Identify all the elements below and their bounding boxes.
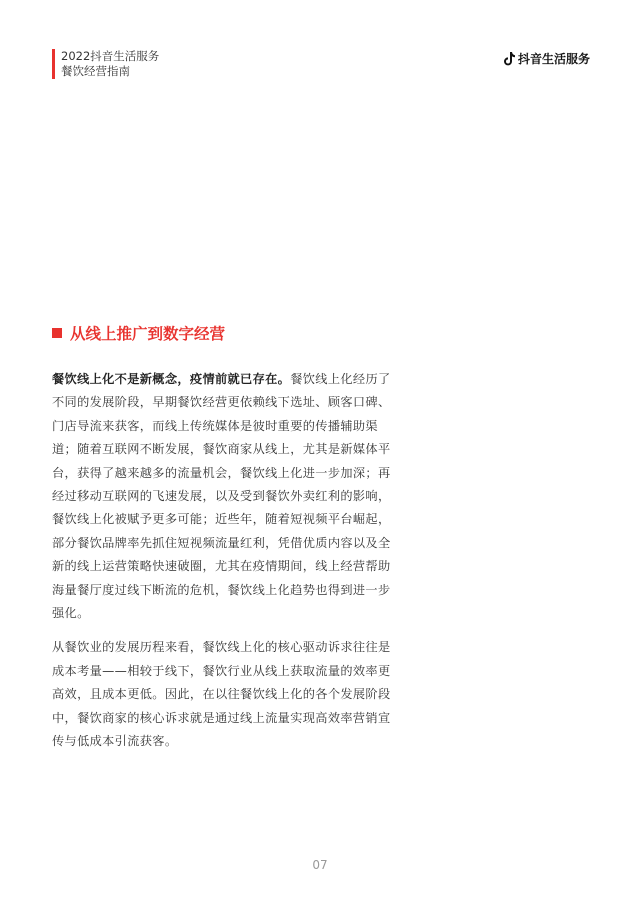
- text-line: 门店导流来获客，而线上传统媒体是彼时重要的传播辅助渠: [52, 418, 378, 433]
- douyin-note-icon: [503, 52, 515, 66]
- text-line: [52, 368, 391, 391]
- report-title-line2: 餐饮经营指南: [61, 64, 130, 78]
- text-line-segment: 餐饮线上化经历了: [290, 372, 391, 386]
- brand-name: 抖音生活服务: [517, 52, 590, 66]
- text-line: 成本考量——相较于线下，餐饮行业从线上获取流量的效率更: [52, 663, 391, 678]
- lead-sentence: 餐饮线上化不是新概念，疫情前就已存在。: [52, 372, 291, 386]
- text-line: 海量餐厅度过线下断流的危机，餐饮线上化趋势也得到进一步: [52, 582, 391, 597]
- text-line: 经过移动互联网的飞速发展，以及受到餐饮外卖红利的影响，: [52, 489, 391, 504]
- text-line: 道；随着互联网不断发展，餐饮商家从线上，尤其是新媒体平: [52, 442, 391, 457]
- report-header: [52, 49, 159, 79]
- square-bullet-icon: [52, 328, 62, 338]
- text-line: 新的线上运营策略快速破圈，尤其在疫情期间，线上经营帮助: [52, 559, 391, 574]
- section-heading: [52, 322, 225, 344]
- page-number: 07: [312, 858, 328, 872]
- text-line: 强化。: [52, 606, 90, 621]
- report-title-line1: 2022抖音生活服务: [61, 49, 160, 63]
- text-line: 餐饮线上化被赋予更多可能；近些年，随着短视频平台崛起，: [52, 512, 391, 527]
- article-body: [52, 368, 391, 765]
- brand-logo: [503, 50, 590, 67]
- text-line: 中，餐饮商家的核心诉求就是通过线上流量实现高效率营销宣: [52, 710, 391, 725]
- section-title: 从线上推广到数字经营: [70, 325, 226, 343]
- text-line: 从餐饮业的发展历程来看，餐饮线上化的核心驱动诉求往往是: [52, 640, 391, 655]
- text-line: 台，获得了越来越多的流量机会，餐饮线上化进一步加深；再: [52, 465, 391, 480]
- text-line: 不同的发展阶段，早期餐饮经营更依赖线下选址、顾客口碑、: [52, 395, 391, 410]
- paragraph-2: [52, 636, 391, 753]
- paragraph-1: [52, 368, 391, 625]
- text-line: 传与低成本引流获客。: [52, 734, 178, 749]
- text-line: 部分餐饮品牌率先抓住短视频流量红利，凭借优质内容以及全: [52, 535, 391, 550]
- text-line: 高效，且成本更低。因此，在以往餐饮线上化的各个发展阶段: [52, 687, 391, 702]
